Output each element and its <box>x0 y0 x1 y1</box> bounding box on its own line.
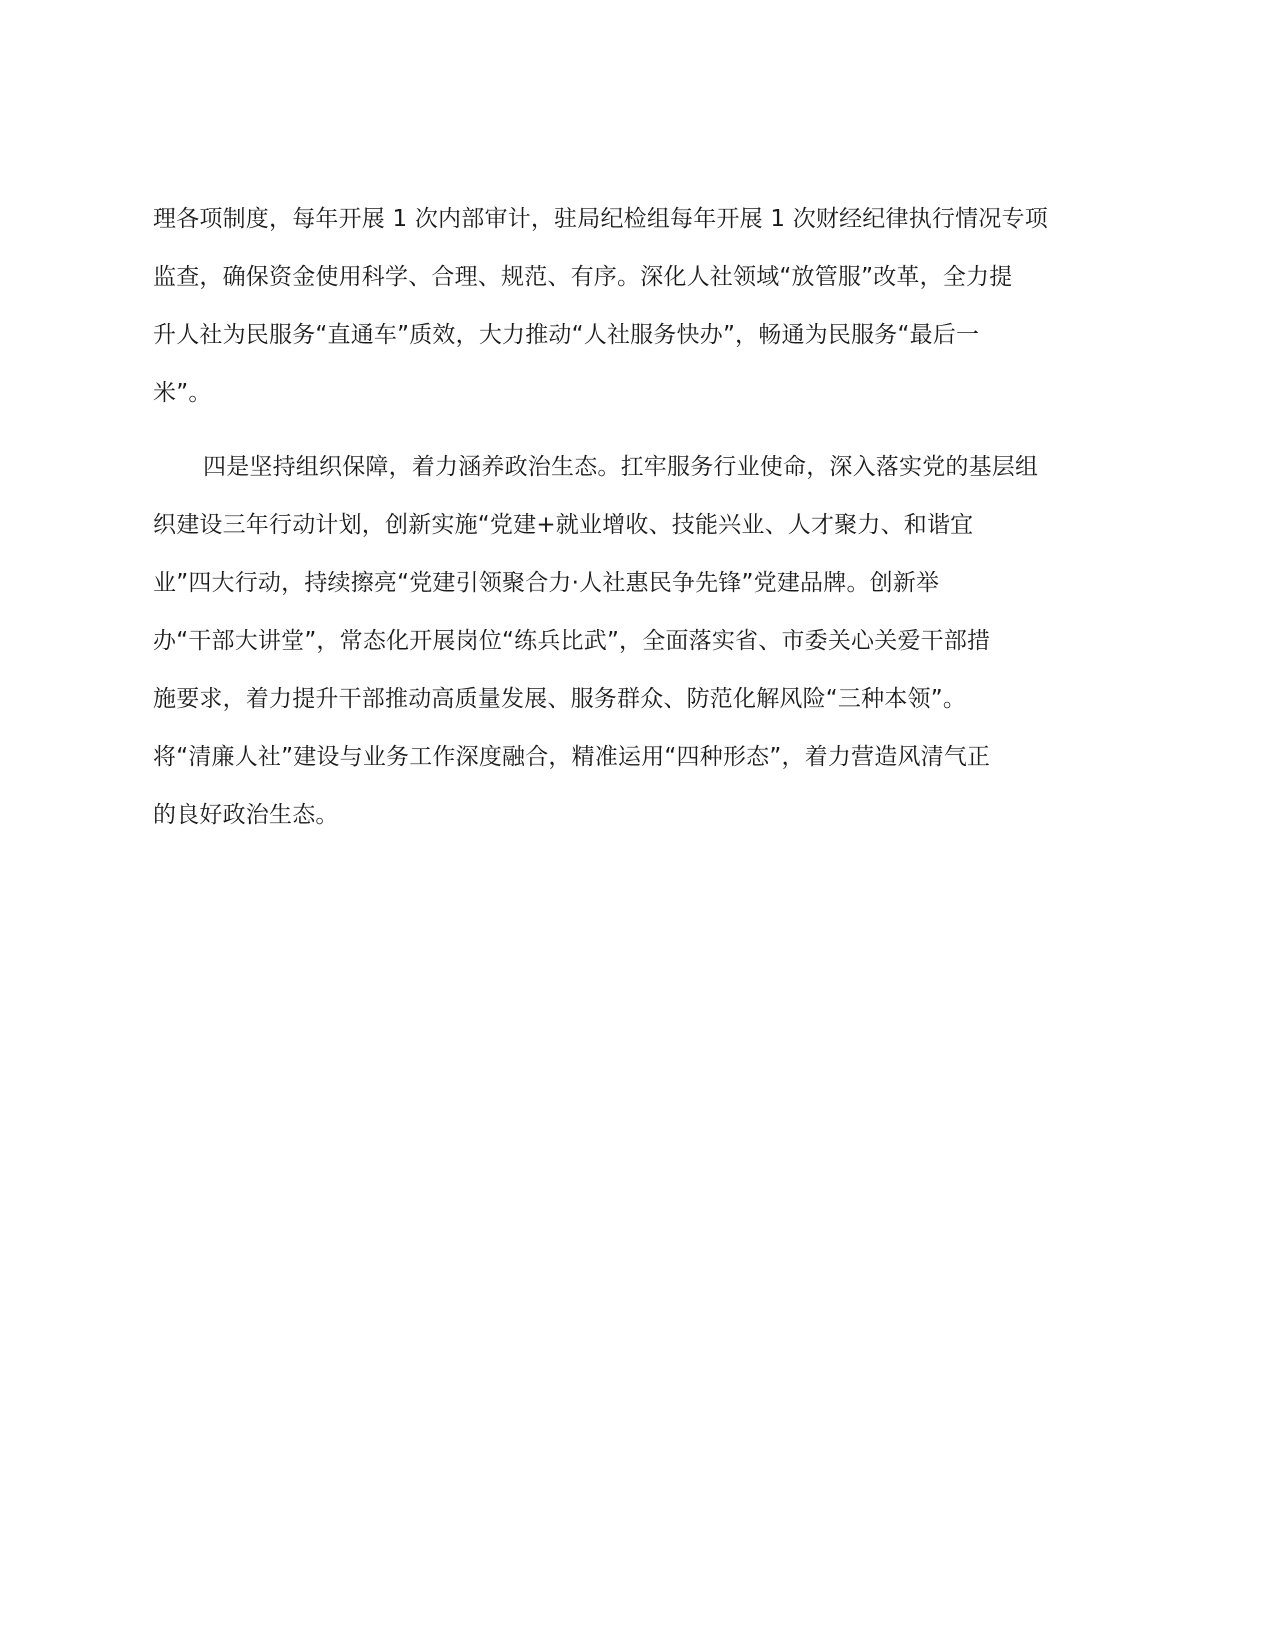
paragraph-line: 办“干部大讲堂”，常态化开展岗位“练兵比武”，全面落实省、市委关心关爱干部措 <box>153 628 991 654</box>
paragraph-2 <box>153 438 1113 844</box>
paragraph-line: 的良好政治生态。 <box>153 802 339 828</box>
document-body <box>153 190 1113 844</box>
paragraph-line: 四是坚持组织保障，着力涵养政治生态。扛牢服务行业使命，深入落实党的基层组 <box>203 454 1039 480</box>
paragraph-line: 织建设三年行动计划，创新实施“党建+就业增收、技能兴业、人才聚力、和谐宜 <box>153 512 974 538</box>
paragraph-line: 升人社为民服务“直通车”质效，大力推动“人社服务快办”，畅通为民服务“最后一 <box>153 322 980 348</box>
paragraph-line: 业”四大行动，持续擦亮“党建引领聚合力·人社惠民争先锋”党建品牌。创新举 <box>153 570 940 596</box>
paragraph-line: 理各项制度，每年开展 1 次内部审计，驻局纪检组每年开展 1 次财经纪律执行情况专项 <box>153 206 1048 232</box>
paragraph-line: 将“清廉人社”建设与业务工作深度融合，精准运用“四种形态”，着力营造风清气正 <box>153 744 991 770</box>
paragraph-line: 施要求，着力提升干部推动高质量发展、服务群众、防范化解风险“三种本领”。 <box>153 686 967 712</box>
paragraph-spacer <box>153 422 1113 438</box>
paragraph-1 <box>153 190 1113 422</box>
paragraph-line: 米”。 <box>153 380 212 406</box>
paragraph-line: 监查，确保资金使用科学、合理、规范、有序。深化人社领域“放管服”改革，全力提 <box>153 264 1013 290</box>
